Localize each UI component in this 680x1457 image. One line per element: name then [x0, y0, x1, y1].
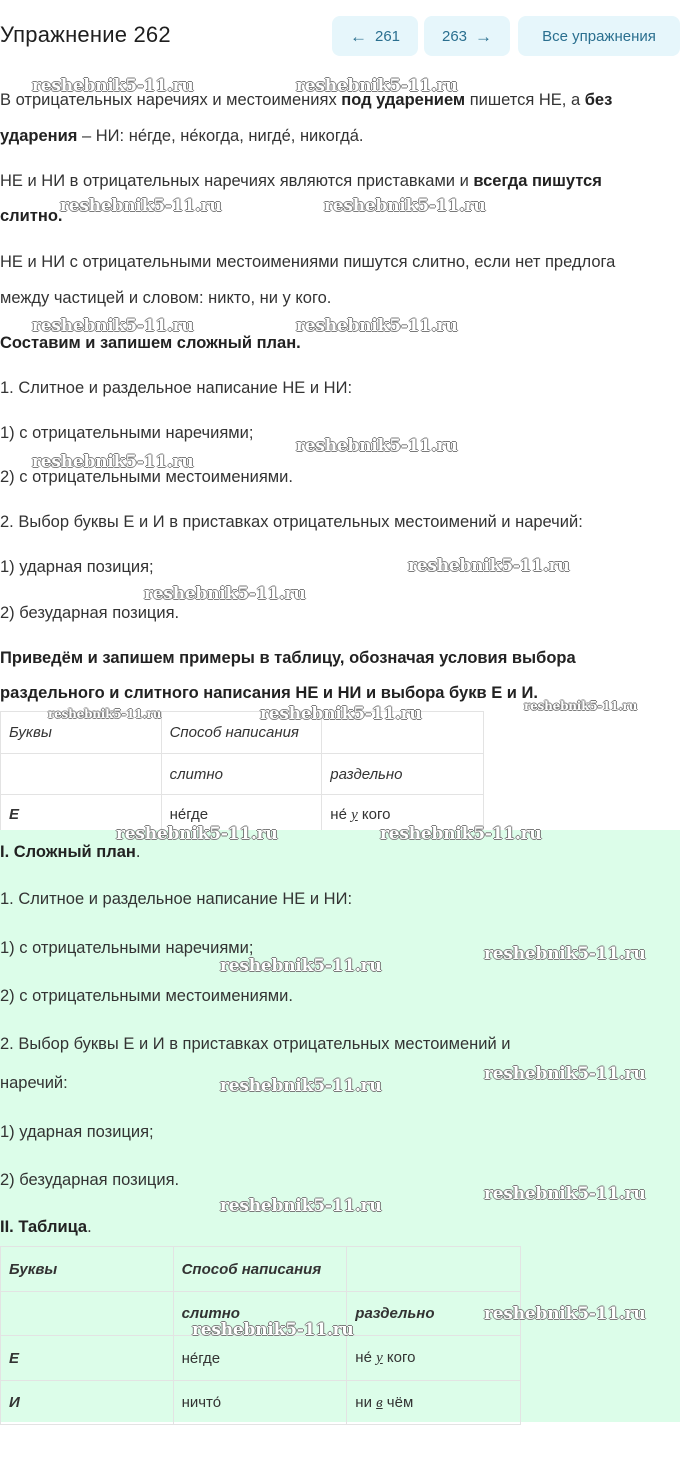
- plan-item-1a: 1) с отрицательными наречиями;: [0, 424, 254, 442]
- rule-line-4: слитно.: [0, 207, 63, 225]
- plan-item-2a: 1) ударная позиция;: [0, 558, 154, 576]
- rule-line-5: НЕ и НИ с отрицательными местоимениями пишутся слитно, если нет предлога: [0, 253, 616, 271]
- watermark: reshebnik5-11.ru: [220, 956, 382, 976]
- answer-item-2-line-2: наречий:: [0, 1074, 68, 1092]
- plan-item-1: 1. Слитное и раздельное написание НЕ и НИ:: [0, 379, 353, 397]
- table-cell-empty: [1, 1292, 174, 1336]
- examples-table: [0, 1246, 521, 1425]
- watermark: reshebnik5-11.ru: [192, 1320, 354, 1340]
- table-cell-letter: И: [1, 1381, 174, 1425]
- watermark: reshebnik5-11.ru: [48, 707, 162, 721]
- examples-table-preview: [0, 711, 484, 835]
- next-exercise-button[interactable]: [424, 16, 510, 56]
- task-line-1: Приведём и запишем примеры в таблицу, обозначая условия выбора: [0, 649, 576, 667]
- watermark: reshebnik5-11.ru: [260, 704, 422, 724]
- answer-item-2-line-1: 2. Выбор буквы Е и И в приставках отрицательных местоимений и: [0, 1035, 511, 1053]
- answer-item-1b: 2) с отрицательными местоимениями.: [0, 987, 293, 1005]
- answer-item-1a: 1) с отрицательными наречиями;: [0, 939, 254, 957]
- watermark: reshebnik5-11.ru: [484, 1304, 646, 1324]
- plan-item-2: 2. Выбор буквы Е и И в приставках отрицательных местоимений и наречий:: [0, 513, 583, 531]
- answer-item-1: 1. Слитное и раздельное написание НЕ и НИ:: [0, 890, 353, 908]
- table-cell-empty: [347, 1247, 521, 1292]
- watermark: reshebnik5-11.ru: [296, 436, 458, 456]
- watermark: reshebnik5-11.ru: [60, 196, 222, 216]
- table-header-letters: Буквы: [1, 1247, 174, 1292]
- table-cell-separate: не́ у кого: [322, 795, 484, 835]
- watermark: reshebnik5-11.ru: [296, 316, 458, 336]
- watermark: reshebnik5-11.ru: [32, 316, 194, 336]
- arrow-left-icon: ←: [349, 26, 367, 46]
- watermark: reshebnik5-11.ru: [324, 196, 486, 216]
- prev-exercise-label: 261: [374, 27, 401, 45]
- watermark: reshebnik5-11.ru: [32, 452, 194, 472]
- rule-line-2: ударения – НИ: не́где, не́когда, нигде́, никогда́.: [0, 127, 364, 145]
- rule-line-6: между частицей и словом: никто, ни у кого.: [0, 289, 332, 307]
- all-exercises-button[interactable]: [518, 16, 680, 56]
- next-exercise-label: 263: [441, 27, 468, 45]
- table-cell-fused: не́где: [173, 1336, 347, 1381]
- watermark: reshebnik5-11.ru: [144, 584, 306, 604]
- table-cell-separate: ни в чём: [347, 1381, 521, 1425]
- table-cell-letter: Е: [1, 1336, 174, 1381]
- watermark: reshebnik5-11.ru: [220, 1076, 382, 1096]
- watermark: reshebnik5-11.ru: [408, 556, 570, 576]
- table-row: [1, 1381, 521, 1425]
- watermark: reshebnik5-11.ru: [32, 76, 194, 96]
- answer-item-2b: 2) безударная позиция.: [0, 1171, 180, 1189]
- answer-item-2a: 1) ударная позиция;: [0, 1123, 154, 1141]
- watermark: reshebnik5-11.ru: [484, 1184, 646, 1204]
- table-header-separate: раздельно: [322, 754, 484, 795]
- prev-exercise-button[interactable]: [332, 16, 418, 56]
- table-row: [1, 1336, 521, 1381]
- watermark: reshebnik5-11.ru: [116, 824, 278, 844]
- table-header-fused: слитно: [173, 1292, 347, 1336]
- plan-heading: Составим и запишем сложный план.: [0, 334, 301, 352]
- rule-line-1: В отрицательных наречиях и местоимениях под ударением пишется НЕ, а без: [0, 91, 613, 109]
- answer-heading-plan: I. Сложный план.: [0, 843, 141, 861]
- watermark: reshebnik5-11.ru: [524, 699, 638, 713]
- watermark: reshebnik5-11.ru: [484, 1064, 646, 1084]
- plan-item-1b: 2) с отрицательными местоимениями.: [0, 468, 293, 486]
- answer-heading-table: II. Таблица.: [0, 1218, 92, 1236]
- page-header: [0, 14, 680, 58]
- table-cell-letter: Е: [1, 795, 162, 835]
- table-header-fused: слитно: [161, 754, 322, 795]
- watermark: reshebnik5-11.ru: [380, 824, 542, 844]
- rule-line-3: НЕ и НИ в отрицательных наречиях являются приставками и всегда пишутся: [0, 172, 602, 190]
- watermark: reshebnik5-11.ru: [484, 944, 646, 964]
- table-cell-empty: [322, 712, 484, 754]
- table-header-method: Способ написания: [161, 712, 322, 754]
- table-header-separate: раздельно: [347, 1292, 521, 1336]
- table-header-letters: Буквы: [1, 712, 162, 754]
- table-header-method: Способ написания: [173, 1247, 347, 1292]
- watermark: reshebnik5-11.ru: [220, 1196, 382, 1216]
- table-cell-fused: не́где: [161, 795, 322, 835]
- table-cell-empty: [1, 754, 162, 795]
- table-cell-fused: ничто́: [173, 1381, 347, 1425]
- all-exercises-label: Все упражнения: [542, 27, 656, 45]
- watermark: reshebnik5-11.ru: [296, 76, 458, 96]
- plan-item-2b: 2) безударная позиция.: [0, 604, 180, 622]
- task-line-2: раздельного и слитного написания НЕ и НИ и выбора букв Е и И.: [0, 684, 538, 702]
- page-title: Упражнение 262: [0, 22, 171, 47]
- arrow-right-icon: →: [475, 26, 493, 46]
- table-cell-separate: не́ у кого: [347, 1336, 521, 1381]
